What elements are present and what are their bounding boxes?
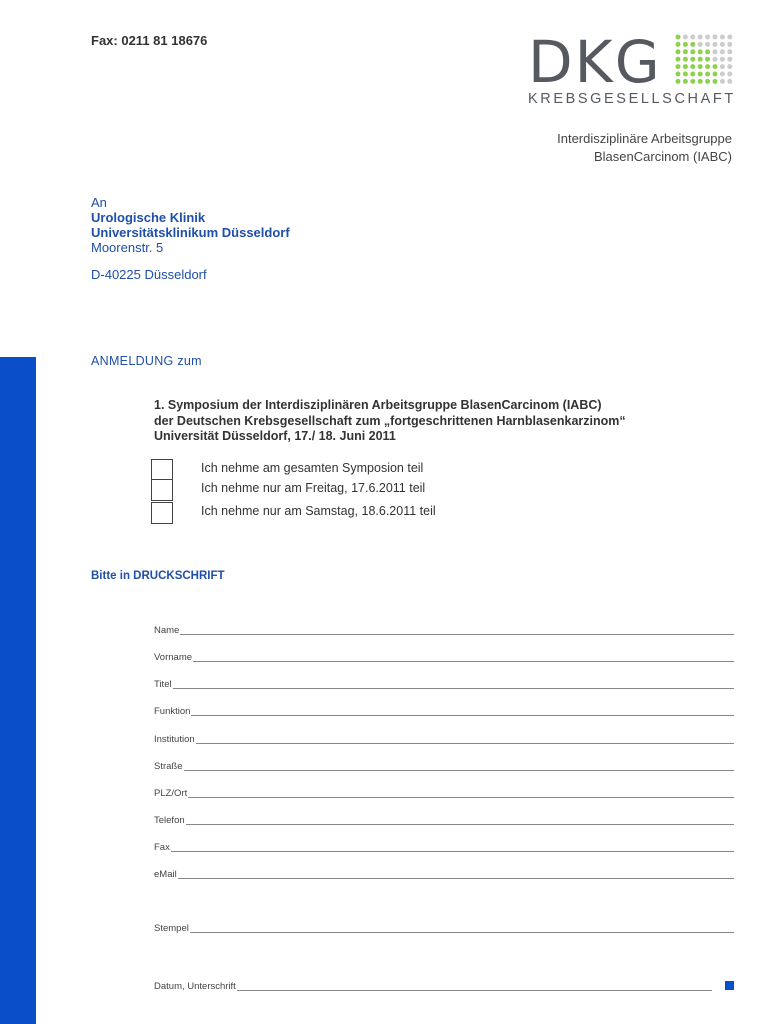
logo-dot (705, 49, 710, 54)
recipient-address (91, 195, 290, 282)
logo-dot (690, 79, 695, 84)
logo-dot (705, 79, 710, 84)
working-group-line-1: Interdisziplinäre Arbeitsgruppe (557, 131, 732, 146)
logo-dot (727, 35, 732, 40)
field-label: Titel (154, 679, 172, 690)
logo-dot (676, 64, 681, 69)
field-datum-unterschrift[interactable] (154, 978, 712, 992)
logo-dot (727, 64, 732, 69)
logo-dot (727, 49, 732, 54)
logo-dot (705, 42, 710, 47)
fax-number: Fax: 0211 81 18676 (91, 33, 208, 48)
field-line[interactable] (171, 851, 734, 852)
blue-corner-mark (725, 981, 734, 990)
logo-dot (676, 79, 681, 84)
logo-dot (683, 57, 688, 62)
working-group (557, 130, 732, 166)
logo-dot (720, 42, 725, 47)
field-institution[interactable] (154, 731, 734, 745)
logo-dot (690, 64, 695, 69)
logo-dot (683, 79, 688, 84)
logo-dot (683, 72, 688, 77)
checkbox-friday[interactable] (151, 479, 173, 501)
field-strasse[interactable] (154, 758, 734, 772)
logo-dot (727, 42, 732, 47)
field-line[interactable] (193, 661, 734, 662)
logo-dot (713, 57, 718, 62)
field-label: Vorname (154, 652, 193, 663)
field-line[interactable] (173, 688, 734, 689)
logo-dot (698, 64, 703, 69)
field-telefon[interactable] (154, 812, 734, 826)
field-line[interactable] (237, 990, 712, 991)
field-line[interactable] (190, 932, 734, 933)
address-city: D-40225 Düsseldorf (91, 267, 207, 282)
logo-dot (698, 49, 703, 54)
logo-dot (676, 72, 681, 77)
logo-dot (683, 64, 688, 69)
logo-dot-grid (674, 33, 734, 87)
logo-dot (713, 35, 718, 40)
logo-dot (690, 49, 695, 54)
logo-dot (676, 57, 681, 62)
logo-dot (705, 64, 710, 69)
field-line[interactable] (186, 824, 734, 825)
logo-dot (720, 72, 725, 77)
logo-dot (713, 72, 718, 77)
symposium-title (154, 398, 626, 445)
address-line-2: Universitätsklinikum Düsseldorf (91, 225, 290, 240)
logo-dot (690, 42, 695, 47)
logo-dot (676, 35, 681, 40)
option-saturday[interactable] (151, 502, 511, 524)
field-label: eMail (154, 869, 177, 880)
logo-dot (720, 49, 725, 54)
logo-dot (698, 72, 703, 77)
field-line[interactable] (196, 743, 734, 744)
field-email[interactable] (154, 866, 734, 880)
logo-dot (727, 79, 732, 84)
option-label: Ich nehme nur am Freitag, 17.6.2011 teil (201, 481, 426, 495)
logo-dot (698, 42, 703, 47)
logo-dot (698, 35, 703, 40)
field-fax[interactable] (154, 839, 734, 853)
checkbox-full[interactable] (151, 459, 173, 481)
field-label: Funktion (154, 706, 191, 717)
option-label: Ich nehme nur am Samstag, 18.6.2011 teil (201, 504, 436, 518)
logo-dot (676, 42, 681, 47)
logo-dot (698, 57, 703, 62)
logo-dot (683, 35, 688, 40)
print-instruction: Bitte in DRUCKSCHRIFT (91, 570, 225, 582)
logo-dot (720, 35, 725, 40)
field-line[interactable] (184, 770, 734, 771)
logo-dot (720, 64, 725, 69)
logo-dot (713, 64, 718, 69)
field-label: Datum, Unterschrift (154, 981, 236, 992)
registration-heading: ANMELDUNG zum (91, 354, 202, 368)
field-name[interactable] (154, 622, 734, 636)
logo-letters: DKG (528, 28, 662, 96)
logo-dot (705, 72, 710, 77)
field-label: Name (154, 625, 180, 636)
field-plz-ort[interactable] (154, 785, 734, 799)
logo-dot (727, 57, 732, 62)
logo-dot (698, 79, 703, 84)
blue-side-bar (0, 357, 36, 1024)
field-vorname[interactable] (154, 649, 734, 663)
option-label: Ich nehme am gesamten Symposion teil (201, 461, 424, 475)
address-line-1: Urologische Klinik (91, 210, 206, 225)
working-group-line-2: BlasenCarcinom (IABC) (594, 149, 732, 164)
field-label: PLZ/Ort (154, 788, 188, 799)
field-label: Straße (154, 761, 183, 772)
symposium-title-line-3: Universität Düsseldorf, 17./ 18. Juni 2011 (154, 429, 396, 443)
field-line[interactable] (178, 878, 734, 879)
logo-subtitle: KREBSGESELLSCHAFT (528, 91, 736, 107)
field-label: Institution (154, 734, 195, 745)
field-line[interactable] (188, 797, 734, 798)
field-label: Telefon (154, 815, 185, 826)
logo-dot (713, 79, 718, 84)
field-label: Stempel (154, 923, 189, 934)
option-friday[interactable] (151, 479, 511, 501)
field-funktion[interactable] (154, 703, 734, 717)
field-label: Fax (154, 842, 170, 853)
logo-dot (713, 49, 718, 54)
logo-dot (690, 57, 695, 62)
logo-dot (713, 42, 718, 47)
option-full-symposium[interactable] (151, 459, 511, 481)
address-to: An (91, 195, 107, 210)
logo-dot (690, 35, 695, 40)
logo-dot (683, 49, 688, 54)
logo-dot (676, 49, 681, 54)
logo-dot (690, 72, 695, 77)
logo-dot (705, 57, 710, 62)
logo-dot (683, 42, 688, 47)
logo-dot (727, 72, 732, 77)
logo-dot (720, 79, 725, 84)
logo-dot (705, 35, 710, 40)
checkbox-saturday[interactable] (151, 502, 173, 524)
dkg-logo (528, 30, 738, 110)
symposium-title-line-1: 1. Symposium der Interdisziplinären Arbeitsgruppe BlasenCarcinom (IABC) (154, 398, 602, 412)
address-street: Moorenstr. 5 (91, 240, 164, 255)
field-line[interactable] (180, 634, 734, 635)
field-line[interactable] (191, 715, 734, 716)
symposium-title-line-2: der Deutschen Krebsgesellschaft zum „fortgeschrittenen Harnblasenkarzinom“ (154, 413, 626, 428)
field-stempel[interactable] (154, 920, 734, 934)
field-titel[interactable] (154, 676, 734, 690)
logo-dot (720, 57, 725, 62)
